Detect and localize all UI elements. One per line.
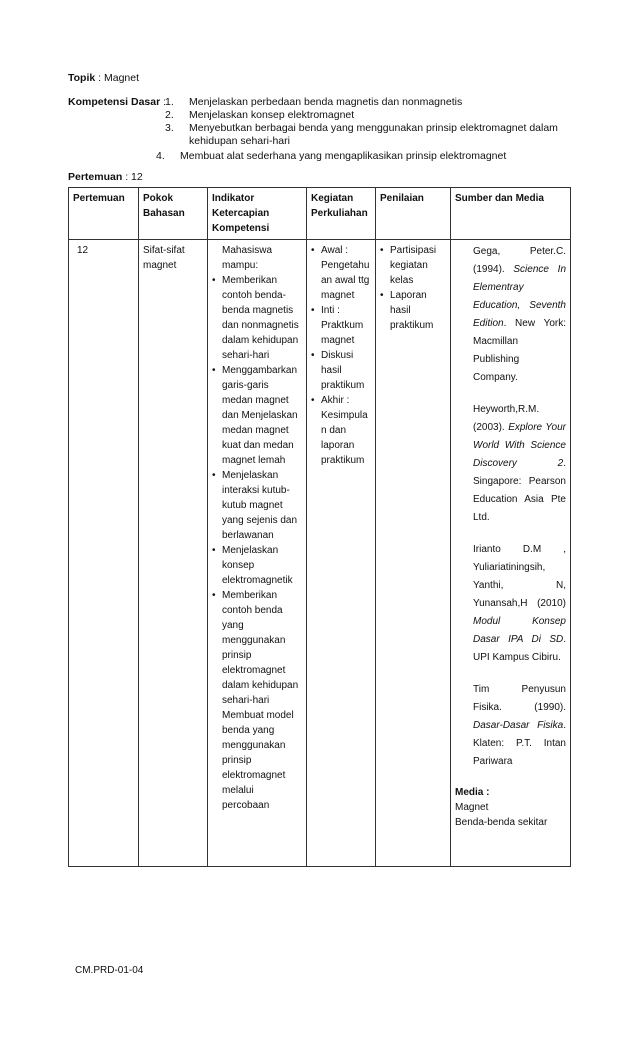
list-item: • Diskusi hasil praktikum: [311, 348, 371, 393]
list-item: • Inti : Praktkum magnet: [311, 303, 371, 348]
pertemuan-sep: :: [122, 171, 132, 183]
kegiatan-list: [311, 243, 371, 468]
kompetensi-list: [156, 96, 575, 163]
reference-item: Irianto D.M , Yuliariatiningsih, Yanthi, N, Yunansah,H (2010) Modul Konsep Dasar IPA Di SD. UPI Kampus Cibiru.: [473, 544, 566, 663]
penilaian-list: [380, 243, 446, 333]
topik-line: [68, 72, 139, 84]
list-item: • Menggambarkan garis-garis medan magnet dan Menjelaskan medan magnet kuat dan medan magnet lemah: [212, 363, 302, 468]
header-penilaian: Penilaian: [376, 188, 451, 240]
header-pertemuan: Pertemuan: [69, 188, 139, 240]
table-header-row: [69, 188, 571, 240]
header-indikator: Indikator Ketercapian Kompetensi: [208, 188, 307, 240]
pertemuan-label: Pertemuan: [68, 171, 123, 183]
topik-value: Magnet: [104, 72, 140, 84]
indikator-extra: Membuat model benda yang menggunakan prinsip elektromagnet melalui percobaan: [222, 710, 294, 811]
indikator-list: [212, 273, 302, 708]
rps-table: [68, 187, 571, 867]
kompetensi-item: 4. Membuat alat sederhana yang mengaplikasikan prinsip elektromagnet: [156, 150, 507, 162]
reference-item: Heyworth,R.M. (2003). Explore Your World With Science Discovery 2. Singapore: Pearson Education Asia Pte Ltd.: [473, 404, 567, 523]
list-item: • Akhir : Kesimpula n dan laporan praktikum: [311, 393, 371, 468]
media-item: Benda-benda sekitar: [455, 817, 548, 828]
kompetensi-item: 1. Menjelaskan perbedaan benda magnetis dan nonmagnetis: [165, 96, 463, 108]
kompetensi-sep: :: [160, 96, 167, 108]
pertemuan-value: 12: [131, 171, 143, 183]
kompetensi-label: Kompetensi Dasar: [68, 96, 161, 108]
kompetensi-heading: [68, 96, 166, 108]
list-item: • Memberikan contoh benda-benda magnetis dan nonmagnetis dalam kehidupan sehari-hari: [212, 273, 302, 363]
topik-sep: :: [95, 72, 104, 84]
list-item: • Memberikan contoh benda yang menggunakan prinsip elektromagnet dalam kehidupan sehari-hari: [212, 588, 302, 708]
list-item: • Awal : Pengetahu an awal ttg magnet: [311, 243, 371, 303]
topik-label: Topik: [68, 72, 96, 84]
cell-indikator: [208, 240, 307, 867]
cell-pokok-bahasan: Sifat-sifat magnet: [139, 240, 208, 867]
cell-sumber-media: [451, 240, 571, 867]
pertemuan-line: [68, 171, 143, 183]
reference-item: Tim Penyusun Fisika. (1990). Dasar-Dasar Fisika. Klaten: P.T. Intan Pariwara: [473, 684, 566, 767]
table-row: [69, 240, 571, 867]
cell-kegiatan: [307, 240, 376, 867]
list-item: • Menjelaskan interaksi kutub-kutub magnet yang sejenis dan berlawanan: [212, 468, 302, 543]
document-code: CM.PRD-01-04: [75, 965, 144, 976]
media-label: Media :: [455, 787, 490, 798]
kompetensi-item: 2. Menjelaskan konsep elektromagnet: [165, 109, 355, 121]
indikator-intro: Mahasiswa mampu:: [222, 245, 273, 271]
kompetensi-item: 3. Menyebutkan berbagai benda yang menggunakan prinsip elektromagnet dalam kehidupan sehari-hari: [165, 122, 558, 147]
cell-penilaian: [376, 240, 451, 867]
reference-item: Gega, Peter.C. (1994). Science In Elementray Education, Seventh Edition. New York: Macmillan Publishing Company.: [473, 246, 566, 383]
media-item: Magnet: [455, 802, 489, 813]
list-item: • Menjelaskan konsep elektromagnetik: [212, 543, 302, 588]
cell-pertemuan: 12: [69, 240, 139, 867]
list-item: • Laporan hasil praktikum: [380, 288, 446, 333]
header-kegiatan: Kegiatan Perkuliahan: [307, 188, 376, 240]
list-item: • Partisipasi kegiatan kelas: [380, 243, 446, 288]
header-pokok-bahasan: Pokok Bahasan: [139, 188, 208, 240]
header-sumber-media: Sumber dan Media: [451, 188, 571, 240]
